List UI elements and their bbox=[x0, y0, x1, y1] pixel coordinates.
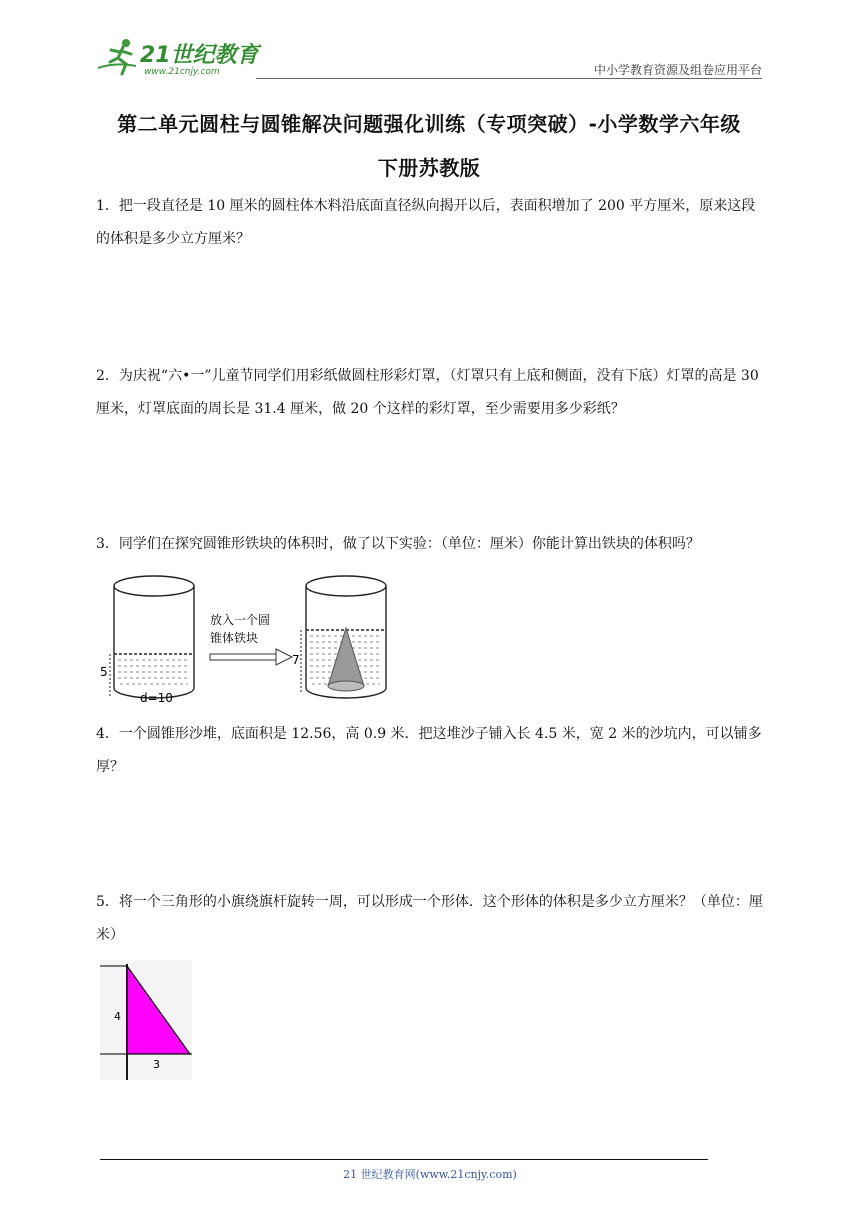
triangle-flag-figure bbox=[100, 960, 192, 1080]
left-water bbox=[118, 660, 190, 684]
height-label: 4 bbox=[114, 1010, 121, 1023]
footer-divider bbox=[100, 1159, 708, 1160]
running-figure-icon bbox=[98, 39, 136, 74]
arrow-label-line2: 锥体铁块 bbox=[210, 631, 259, 645]
page-title-line1: 第二单元圆柱与圆锥解决问题强化训练（专项突破）-小学数学六年级 bbox=[117, 112, 741, 136]
site-logo bbox=[96, 34, 266, 78]
question-5: 5．将一个三角形的小旗绕旗杆旋转一周，可以形成一个形体．这个形体的体积是多少立方厘米？（单位：厘米） bbox=[96, 894, 763, 943]
question-2: 2．为庆祝“六•一”儿童节同学们用彩纸做圆柱形彩灯罩，（灯罩只有上底和侧面，没有下底）灯罩的高是 30 厘米，灯罩底面的周长是 31.4 厘米，做 20 个这样的彩灯罩，至少需要用多少彩纸？ bbox=[96, 368, 759, 417]
platform-label: 中小学教育资源及组卷应用平台 bbox=[593, 63, 762, 77]
arrow-label-line1: 放入一个圆 bbox=[210, 613, 271, 627]
right-height-label: 7 bbox=[292, 653, 300, 667]
question-1: 1．把一段直径是 10 厘米的圆柱体木料沿底面直径纵向揭开以后，表面积增加了 200 平方厘米，原来这段的体积是多少立方厘米？ bbox=[96, 198, 756, 247]
question-3: 3．同学们在探究圆锥形铁块的体积时，做了以下实验：（单位：厘米）你能计算出铁块的体积吗？ bbox=[96, 536, 700, 552]
cone-icon bbox=[328, 628, 364, 691]
page-header bbox=[96, 34, 762, 80]
cylinder-experiment-figure bbox=[96, 572, 416, 707]
logo-text: 21世纪教育 bbox=[140, 43, 259, 68]
footer-text: 21 世纪教育网(www.21cnjy.com) bbox=[343, 1168, 517, 1181]
logo-url: www.21cnjy.com bbox=[144, 67, 220, 77]
page-title-line2: 下册苏教版 bbox=[377, 156, 481, 180]
left-cylinder bbox=[114, 576, 194, 698]
right-arrow-icon bbox=[210, 649, 292, 665]
left-height-label: 5 bbox=[100, 665, 108, 679]
base-label: 3 bbox=[153, 1058, 160, 1071]
diameter-label: d=10 bbox=[140, 691, 173, 705]
question-4: 4．一个圆锥形沙堆，底面积是 12.56，高 0.9 米．把这堆沙子铺入长 4.5 米，宽 2 米的沙坑内，可以铺多厚？ bbox=[96, 726, 762, 775]
header-divider bbox=[256, 78, 762, 79]
